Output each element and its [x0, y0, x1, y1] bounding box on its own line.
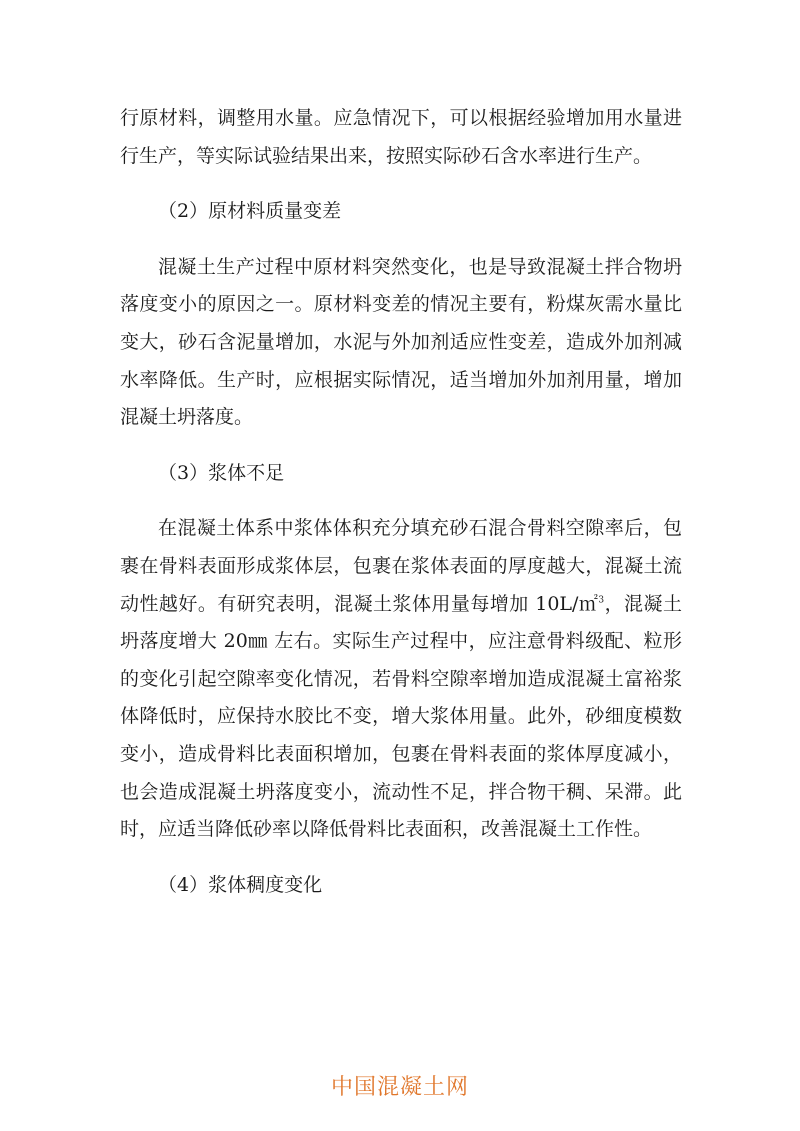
section-3-text-part2: ，混凝土坍落度增大 20㎜ 左右。实际生产过程中，应注意骨料级配、粒形的变化引起空隙率变化情况，若骨料空隙率增加造成混凝土富裕浆体降低时，应保持水胶比不变，增大浆体用量。此外，砂细度模数变小，造成骨料比表面积增加，包裹在骨料表面的浆体厚度减小，也会造成混凝土坍落度变小，流动性不足，拌合物干稠、呆滞。此时，应适当降低砂率以降低骨料比表面积，改善混凝土工作性。 [120, 592, 682, 841]
section-heading-3: （3）浆体不足 [158, 461, 285, 484]
unit-superscript: 3 [598, 595, 605, 606]
section-2-paragraph: 混凝土生产过程中原材料突然变化，也是导致混凝土拌合物坍落度变小的原因之一。原材料变差的情况主要有，粉煤灰需水量比变大，砂石含泥量增加，水泥与外加剂适应性变差，造成外加剂减水率降低。生产时，应根据实际情况，适当增加外加剂用量，增加混凝土坍落度。 [120, 255, 682, 429]
section-heading-2: （2）原材料质量变差 [158, 200, 342, 223]
section-3-text-part1: 在混凝土体系中浆体体积充分填充砂石混合骨料空隙率后，包裹在骨料表面形成浆体层，包裹在浆体表面的厚度越大，混凝土流动性越好。有研究表明，混凝土浆体用量每增加 10L/㎡ [120, 517, 682, 615]
section-heading-4: （4）浆体稠度变化 [158, 873, 323, 896]
paragraph-continued: 行原材料，调整用水量。应急情况下，可以根据经验增加用水量进行生产，等实际试验结果出来，按照实际砂石含水率进行生产。 [120, 107, 682, 167]
footer-brand-logo: 中国混凝土网 [330, 1075, 469, 1100]
document-body [120, 100, 682, 904]
section-3-paragraph [120, 510, 682, 848]
